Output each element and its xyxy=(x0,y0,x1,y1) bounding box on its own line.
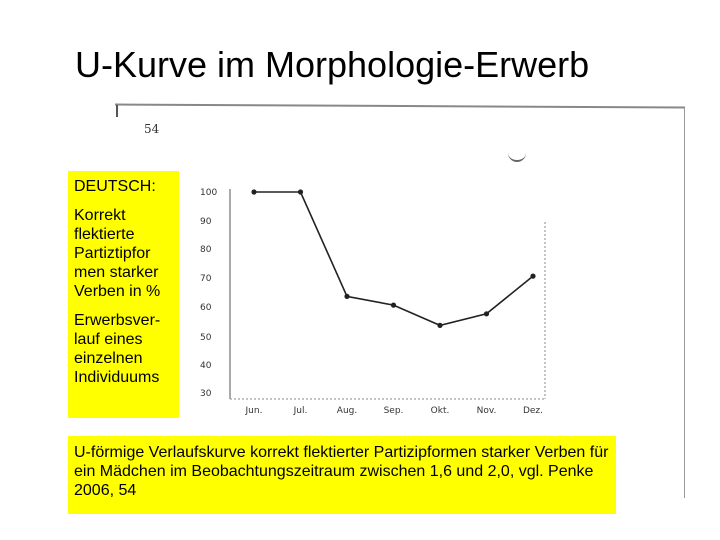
caption-text: U-förmige Verlaufskurve korrekt flektierter Partizipformen starker Verben für ein Mädchen im Beobachtungszeitraum zwischen 1,6 und 2,0, vgl. Penke 2006, 54 xyxy=(74,444,609,499)
data-point xyxy=(251,189,256,194)
x-axis-ticks xyxy=(245,406,544,416)
scan-page-number: 54 xyxy=(144,122,160,136)
y-tick-label: 80 xyxy=(200,245,212,255)
x-tick-label: Jun. xyxy=(245,406,263,416)
description-heading: DEUTSCH: xyxy=(74,178,156,195)
y-tick-label: 50 xyxy=(200,333,212,343)
x-tick-label: Dez. xyxy=(522,406,544,416)
line-chart xyxy=(190,175,560,425)
y-tick-label: 100 xyxy=(200,188,218,198)
data-point xyxy=(484,311,489,316)
description-subtitle: Erwerbsver- lauf eines einzelnen Individuums xyxy=(74,312,161,386)
x-tick-label: Sep. xyxy=(383,406,404,416)
y-axis-ticks xyxy=(200,188,217,399)
x-tick-label: Okt. xyxy=(430,406,450,416)
description-text: Korrekt flektierte Partiztipfor men starker Verben in % xyxy=(74,207,161,300)
data-point xyxy=(530,274,535,279)
slide-title: U-Kurve im Morphologie-Erwerb xyxy=(75,44,590,85)
pen-mark xyxy=(508,152,526,162)
data-point xyxy=(344,294,349,299)
y-tick-label: 70 xyxy=(200,274,212,284)
data-point xyxy=(391,303,396,308)
x-tick-label: Nov. xyxy=(476,406,497,416)
scan-border-right xyxy=(684,108,685,498)
data-point xyxy=(437,323,442,328)
scan-border-left xyxy=(116,105,118,117)
y-tick-label: 90 xyxy=(200,217,212,227)
description-box xyxy=(68,171,179,418)
data-points xyxy=(251,189,535,328)
data-point xyxy=(298,189,303,194)
y-tick-label: 40 xyxy=(200,361,212,371)
scan-border-top xyxy=(115,104,685,109)
x-tick-label: Aug. xyxy=(336,406,358,416)
caption-box xyxy=(68,436,616,514)
y-tick-label: 60 xyxy=(200,303,212,313)
x-tick-label: Jul. xyxy=(293,406,308,416)
y-tick-label: 30 xyxy=(200,389,212,399)
